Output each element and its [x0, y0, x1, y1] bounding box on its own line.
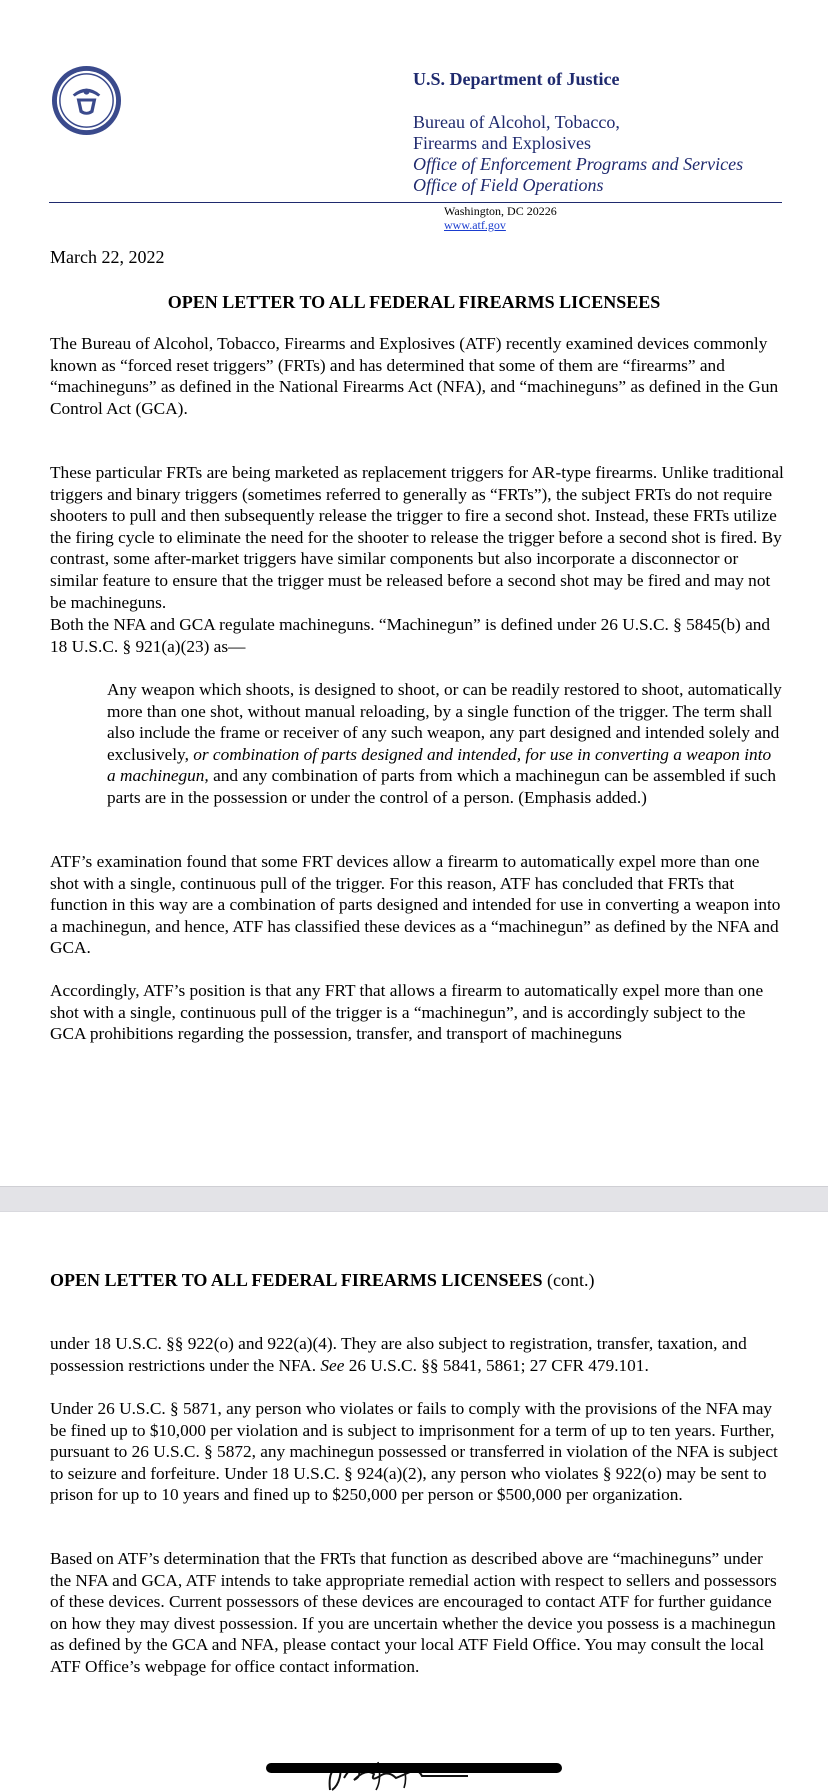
paragraph-2-text: These particular FRTs are being marketed as replacement triggers for AR-type firearms. Unlike traditional triggers and binary triggers (sometimes referred to generally as “FRTs”), the subject FRTs do not require shooters to pull and then subsequently release the trigger to fire a second shot. Instead, these FRTs utilize the firing cycle to eliminate the need for the shooter to release the trigger before a second shot is fired. By contrast, some after-market triggers have similar components but also incorporate a disconnector or similar feature to ensure that the trigger must be released before a second shot may be fired and may not be machineguns. [50, 463, 784, 612]
bureau-line-2: Firearms and Explosives [413, 133, 591, 153]
address-block [444, 204, 557, 232]
paragraph-4-text: ATF’s examination found that some FRT devices allow a firearm to automatically expel more than one shot with a single, continuous pull of the trigger. For this reason, ATF has concluded that FRTs that function in this way are a combination of parts designed and intended for use in converting a weapon into a machinegun, and hence, ATF has classified these devices as a “machinegun” as defined by the NFA and GCA. [50, 852, 781, 958]
paragraph-4 [50, 851, 785, 959]
office-field-ops: Office of Field Operations [413, 175, 604, 195]
paragraph-6-a: under 18 U.S.C. §§ 922(o) and 922(a)(4). They are also subject to registration, transfer, taxation, and possession restrictions under the NFA. [50, 1334, 747, 1375]
paragraph-2 [50, 462, 785, 613]
paragraph-1 [50, 333, 785, 419]
quote-part-c: and any combination of parts from which a machinegun can be assembled if such parts are in the possession or under the control of a person. (Emphasis added.) [107, 766, 776, 807]
paragraph-5-text: Accordingly, ATF’s position is that any FRT that allows a firearm to automatically expel more than one shot with a single, continuous pull of the trigger is a “machinegun”, and is accordingly subject to the GCA prohibitions regarding the possession, transfer, and transport of machineguns [50, 981, 764, 1044]
paragraph-7-text: Under 26 U.S.C. § 5871, any person who violates or fails to comply with the provisions of the NFA may be fined up to $10,000 per violation and is subject to imprisonment for a term of up to ten years. Further, pursuant to 26 U.S.C. § 5872, any machinegun possessed or transferred in violation of the NFA is subject to seizure and forfeiture. Under 18 U.S.C. § 924(a)(2), any person who violates § 922(o) may be sent to prison for up to 10 years and fined up to $250,000 per person or $500,000 per organization. [50, 1399, 778, 1505]
paragraph-8 [50, 1548, 785, 1678]
statute-quote-text [107, 679, 783, 809]
paragraph-6-b: 26 U.S.C. §§ 5841, 5861; 27 CFR 479.101. [344, 1355, 649, 1375]
paragraph-1-text: The Bureau of Alcohol, Tobacco, Firearms and Explosives (ATF) recently examined devices commonly known as “forced reset triggers” (FRTs) and has determined that some of them are “firearms” and “machineguns” as defined in the National Firearms Act (NFA), and “machineguns” as defined in the Gun Control Act (GCA). [50, 334, 779, 418]
bureau-line-1: Bureau of Alcohol, Tobacco, [413, 112, 620, 132]
bureau-block [413, 112, 743, 196]
see-signal: See [320, 1355, 345, 1375]
continued-title-text: OPEN LETTER TO ALL FEDERAL FIREARMS LICENSEES [50, 1270, 543, 1290]
letter-title: OPEN LETTER TO ALL FEDERAL FIREARMS LICENSEES [167, 292, 661, 312]
statute-quote [107, 679, 783, 809]
paragraph-6-text [50, 1333, 785, 1376]
website-link[interactable]: www.atf.gov [444, 218, 506, 232]
atf-seal-icon [51, 65, 122, 136]
address-text: Washington, DC 20226 [444, 204, 557, 218]
quote-emphasis: or combination of parts designed and intended, for use in converting a weapon into a machinegun, [107, 744, 772, 786]
department-name: U.S. Department of Justice [413, 69, 620, 89]
continued-title [50, 1270, 594, 1291]
page-separator [0, 1186, 828, 1212]
letter-date: March 22, 2022 [50, 247, 165, 267]
paragraph-3 [50, 614, 785, 657]
quote-part-a: Any weapon which shoots, is designed to shoot, or can be readily restored to shoot, automatically more than one shot, without manual reloading, by a single function of the trigger. The term shall also include the frame or receiver of any such weapon, any part designed and intended solely and exclusively, [107, 680, 782, 764]
letter-page-2 [0, 1212, 828, 1792]
paragraph-6 [50, 1333, 785, 1376]
paragraph-8-text: Based on ATF’s determination that the FRTs that function as described above are “machineguns” under the NFA and GCA, ATF intends to take appropriate remedial action with respect to sellers and possessors of these devices. Current possessors of these devices are encouraged to contact ATF for further guidance on how they may divest possession. If you are uncertain whether the device you possess is a machinegun as defined by the GCA and NFA, please contact your local ATF Field Office. You may consult the local ATF Office’s webpage for office contact information. [50, 1549, 777, 1676]
header-rule [49, 202, 782, 203]
paragraph-7 [50, 1398, 785, 1506]
office-enforcement: Office of Enforcement Programs and Services [413, 154, 744, 174]
paragraph-3-text: Both the NFA and GCA regulate machineguns. “Machinegun” is defined under 26 U.S.C. § 5845(b) and 18 U.S.C. § 921(a)(23) as— [50, 615, 771, 656]
continued-suffix: (cont.) [542, 1270, 595, 1290]
home-indicator[interactable] [266, 1763, 562, 1773]
paragraph-5 [50, 980, 785, 1045]
